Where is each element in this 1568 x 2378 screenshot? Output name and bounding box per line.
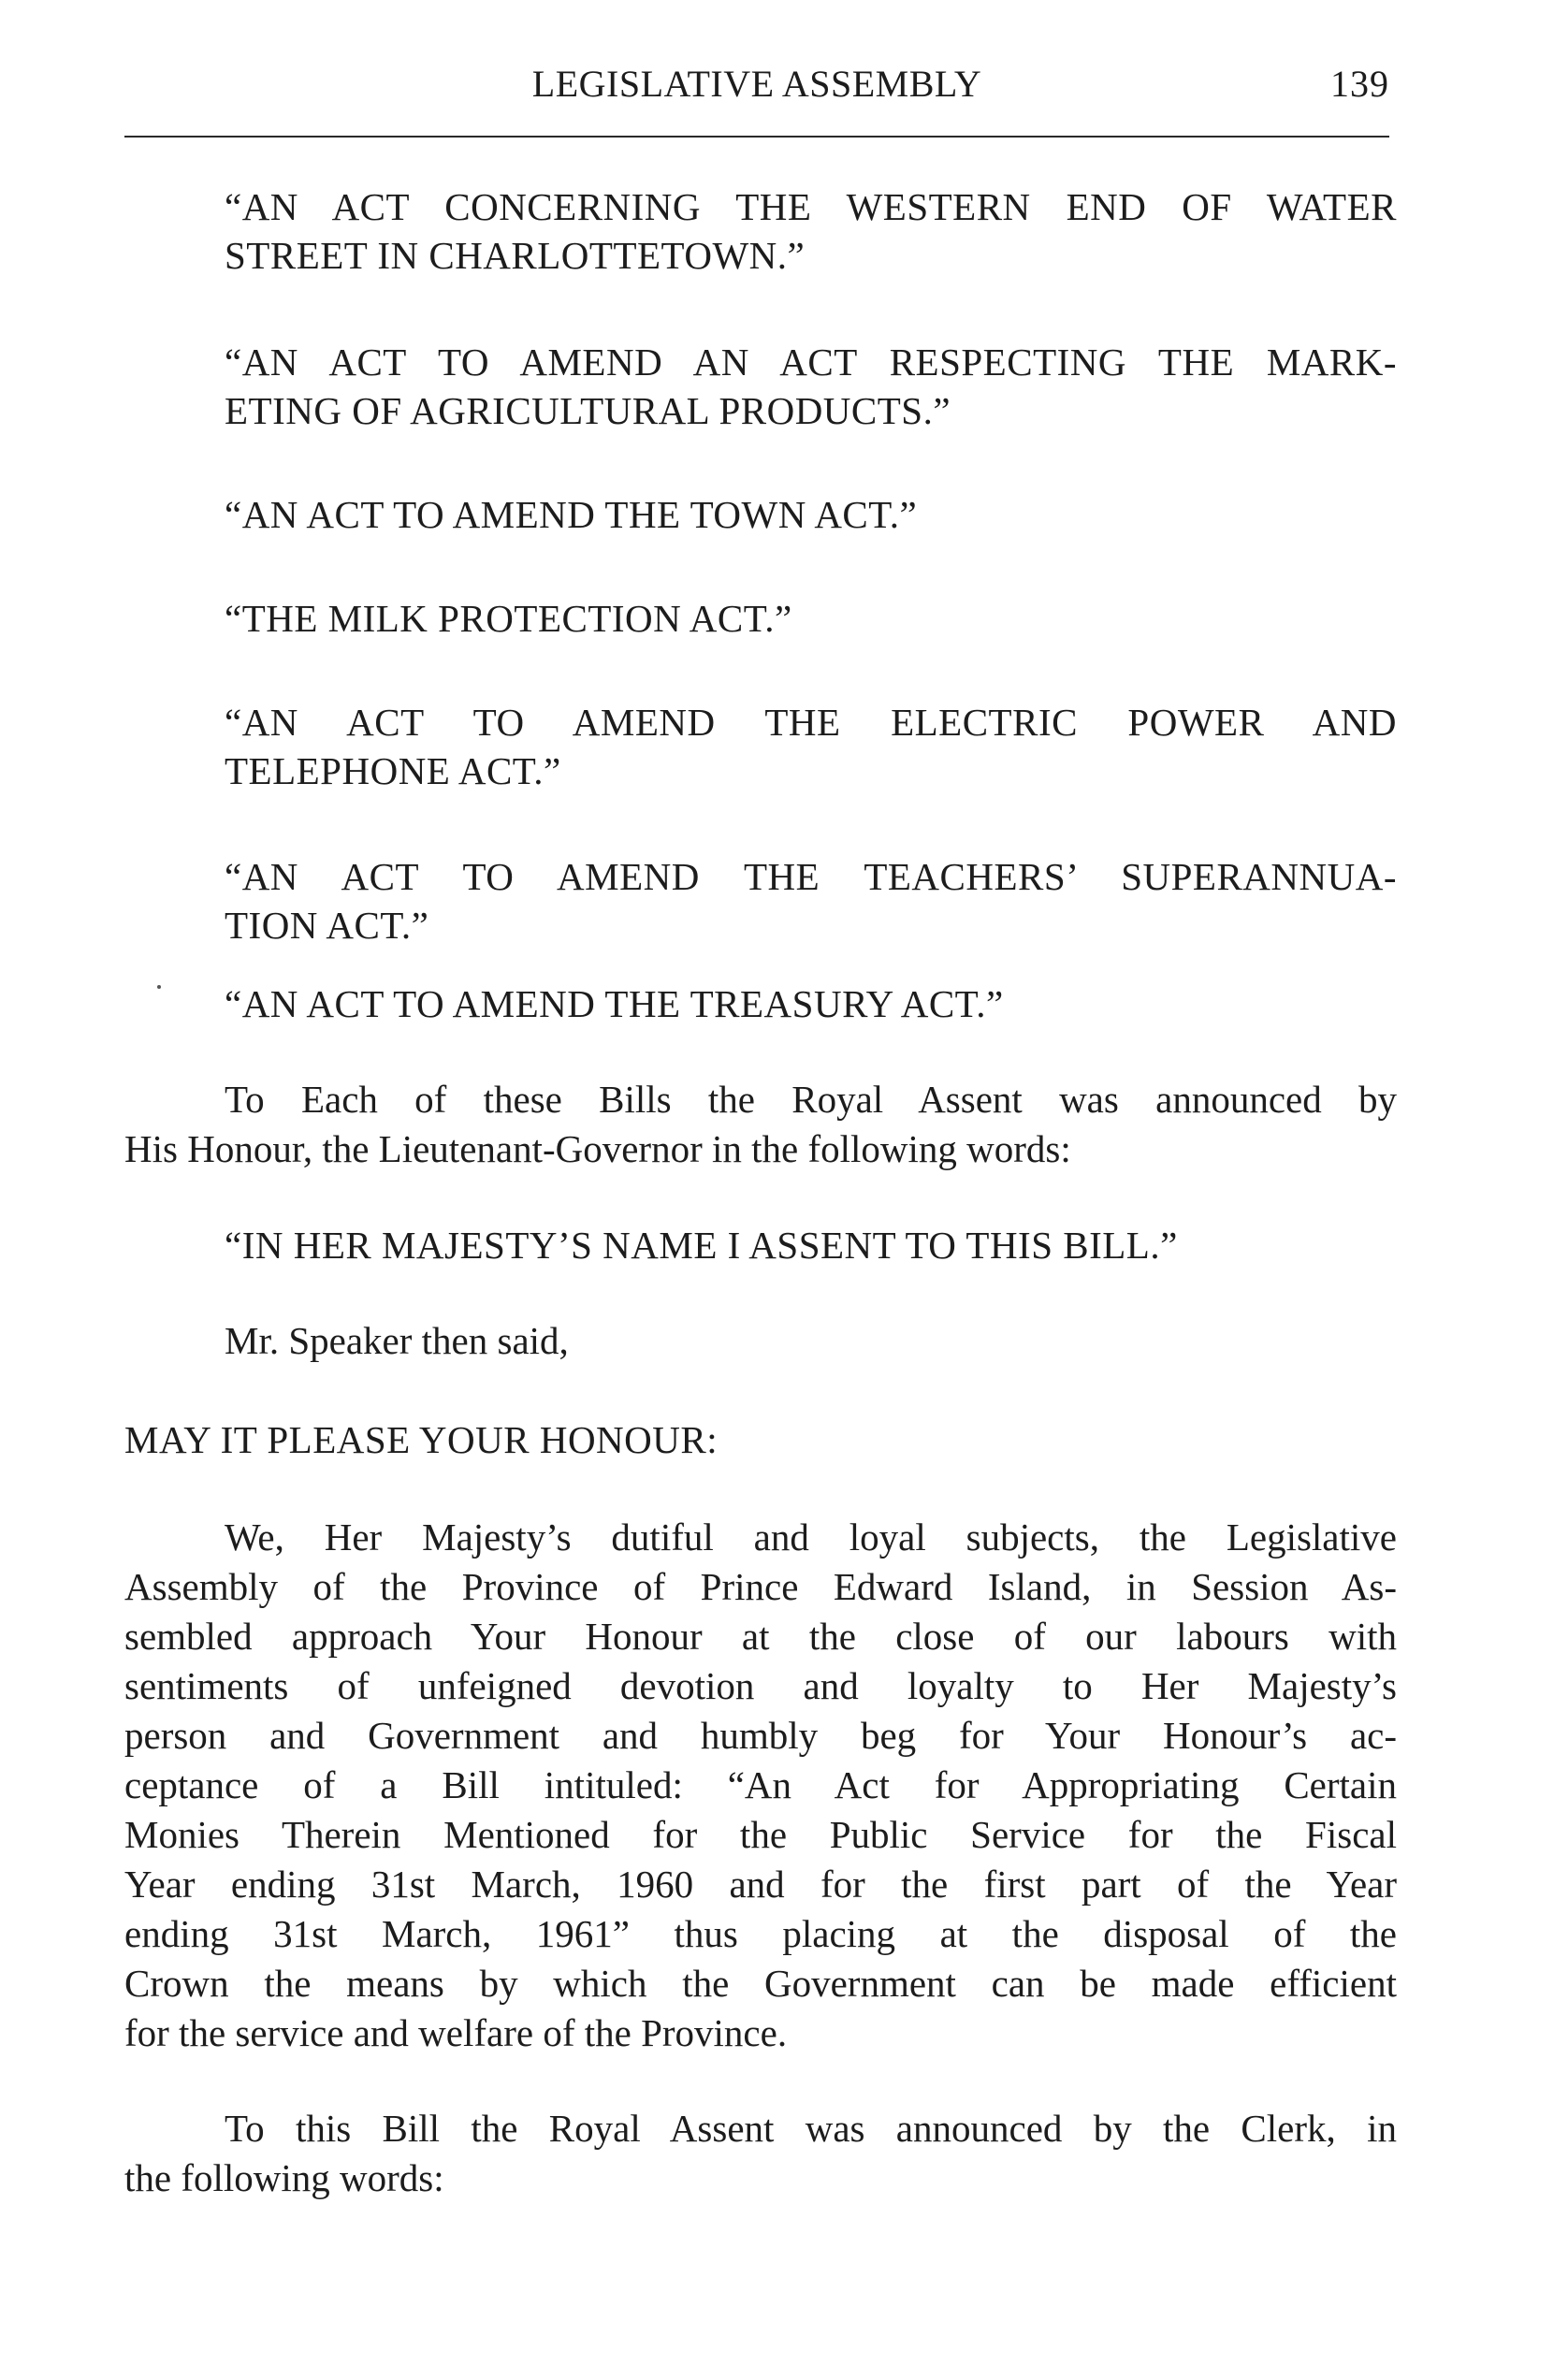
address-line: Assembly of the Province of Prince Edward Island, in Session As-	[124, 1565, 1397, 1608]
address-line: for the service and welfare of the Province.	[124, 2011, 788, 2054]
address-line: Year ending 31st March, 1960 and for the first part of the Year	[124, 1863, 1397, 1906]
page-number: 139	[1330, 63, 1389, 105]
address-line: ending 31st March, 1961” thus placing at the disposal of the	[124, 1912, 1397, 1955]
act-title-line: TION ACT.”	[225, 904, 429, 947]
address-line: Crown the means by which the Government can be made efficient	[124, 1962, 1397, 2005]
stray-mark	[157, 985, 161, 989]
clerk-intro-line: To this Bill the Royal Assent was announced by the Clerk, in	[225, 2107, 1397, 2150]
act-title-line: “AN ACT TO AMEND AN ACT RESPECTING THE MARK-	[225, 341, 1397, 384]
act-title-line: TELEPHONE ACT.”	[225, 749, 561, 792]
address-line: We, Her Majesty’s dutiful and loyal subjects, the Legislative	[225, 1515, 1397, 1559]
act-title-line: ETING OF AGRICULTURAL PRODUCTS.”	[225, 389, 951, 432]
address-line: ceptance of a Bill intituled: “An Act for Appropriating Certain	[124, 1763, 1397, 1806]
clerk-intro-line: the following words:	[124, 2156, 444, 2199]
address-line: Monies Therein Mentioned for the Public Service for the Fiscal	[124, 1813, 1397, 1856]
act-title-line: “AN ACT TO AMEND THE TEACHERS’ SUPERANNUA-	[225, 855, 1397, 898]
act-title-line: “AN ACT CONCERNING THE WESTERN END OF WATER	[225, 185, 1397, 228]
assent-formula: “IN HER MAJESTY’S NAME I ASSENT TO THIS BILL.”	[225, 1224, 1178, 1267]
act-title-line: “AN ACT TO AMEND THE ELECTRIC POWER AND	[225, 701, 1397, 744]
assent-intro-line: His Honour, the Lieutenant-Governor in the following words:	[124, 1127, 1071, 1170]
header-title: LEGISLATIVE ASSEMBLY	[531, 63, 982, 105]
act-title-line: STREET IN CHARLOTTETOWN.”	[225, 234, 806, 277]
assent-intro-line: To Each of these Bills the Royal Assent was announced by	[225, 1078, 1397, 1121]
address-line: sentiments of unfeigned devotion and loyalty to Her Majesty’s	[124, 1664, 1397, 1707]
address-line: person and Government and humbly beg for Your Honour’s ac-	[124, 1714, 1397, 1757]
act-title-line: “AN ACT TO AMEND THE TREASURY ACT.”	[225, 982, 1004, 1025]
address-line: sembled approach Your Honour at the close of our labours with	[124, 1615, 1397, 1658]
speaker-line: Mr. Speaker then said,	[225, 1319, 569, 1362]
act-title-line: “THE MILK PROTECTION ACT.”	[225, 597, 792, 640]
address-heading: MAY IT PLEASE YOUR HONOUR:	[124, 1418, 719, 1461]
act-title-line: “AN ACT TO AMEND THE TOWN ACT.”	[225, 493, 918, 536]
